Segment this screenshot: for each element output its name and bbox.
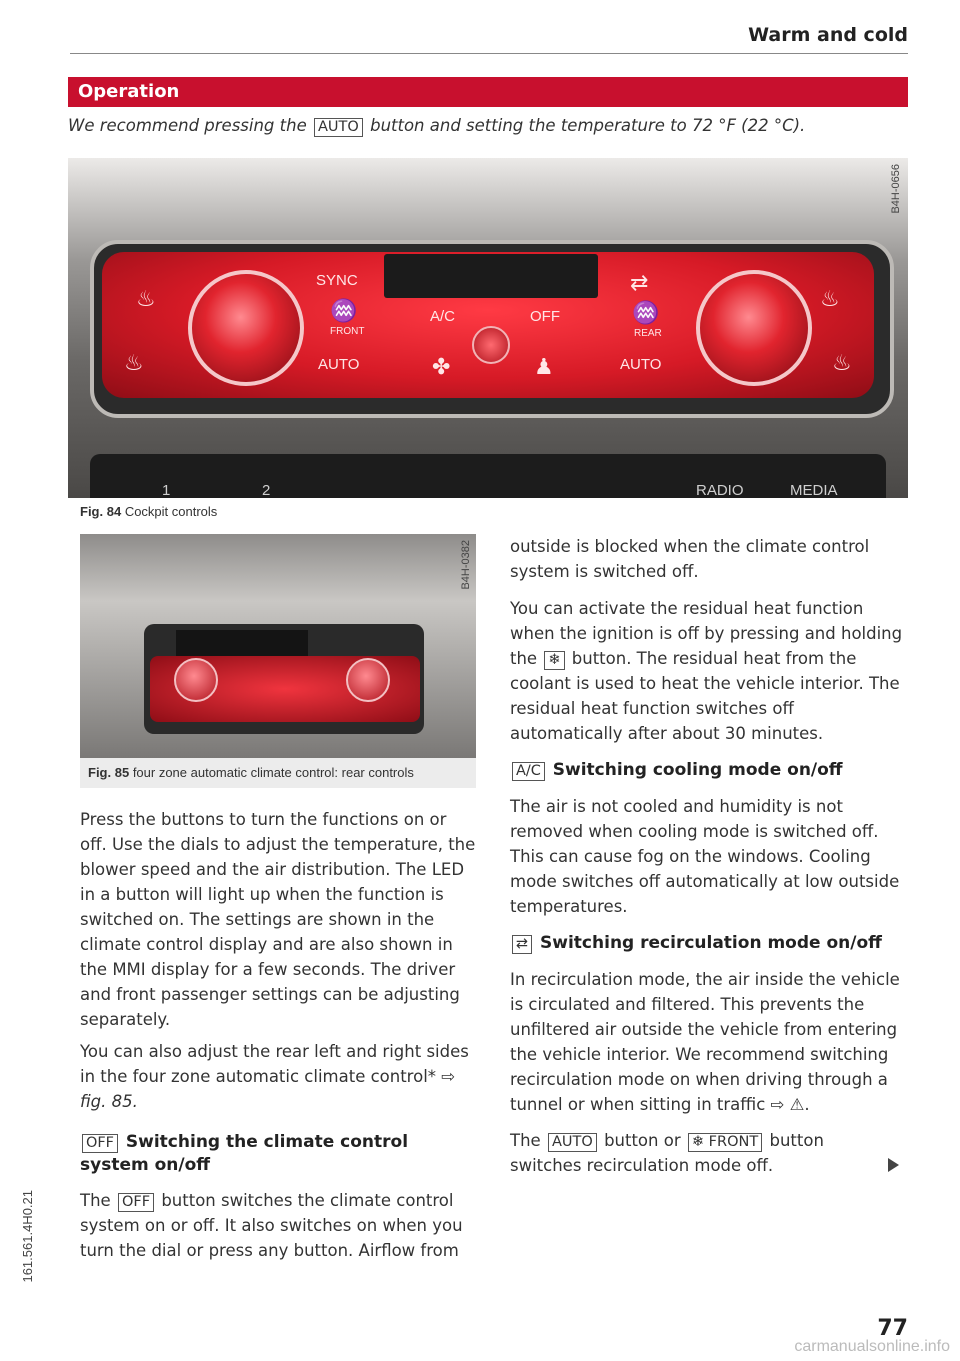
rear-dial-left <box>174 658 218 702</box>
residual-heat-key: ❄ <box>544 651 564 670</box>
recirc-heading-text: Switching recirculation mode on/off <box>540 933 882 953</box>
section-title: Operation <box>68 77 908 107</box>
rear-label: REAR <box>634 328 662 339</box>
seat-heat-icon-right-2: ♨ <box>832 350 852 375</box>
ac-heading-key: A/C <box>512 762 545 781</box>
rear-dial-right <box>346 658 390 702</box>
defrost-icon: ♒ <box>330 298 358 323</box>
right-paragraph-2-before: You can activate the residual heat function when the ignition is off by pressing and holding the <box>510 599 903 668</box>
ac-heading-text: Switching cooling mode on/off <box>552 760 843 780</box>
seat-heat-icon-left-2: ♨ <box>124 350 144 375</box>
intro-before: We recommend pressing the <box>68 116 307 135</box>
left-paragraph-1: Press the buttons to turn the functions on or off. Use the dials to adjust the temperature, the blower speed and the air distribution. The LED in a button will light up when the function is switched on. The settings are shown in the climate control display and are also shown in the MMI display for a few seconds. The driver and front passenger settings can be adjusting separately. <box>80 810 476 1029</box>
header-rule <box>70 53 908 54</box>
front-key-inline: ❄ FRONT <box>688 1133 762 1152</box>
figure-rear-controls <box>80 534 476 758</box>
fig84-caption-label: Fig. 84 <box>80 504 122 519</box>
right-paragraph-1: outside is blocked when the climate control system is switched off. <box>510 537 870 581</box>
ac-label: A/C <box>430 308 456 325</box>
fig84-caption-text: Cockpit controls <box>124 504 218 519</box>
right-dial <box>696 270 812 386</box>
header-title: Warm and cold <box>748 24 908 46</box>
right-paragraph-5-after: button switches recirculation mode off. <box>510 1131 824 1175</box>
fig85-reference: ⇨ fig. 85. <box>80 1067 456 1111</box>
airflow-icon: ♟ <box>534 354 554 379</box>
fig84-caption <box>80 504 217 519</box>
auto-key: AUTO <box>314 118 363 137</box>
right-paragraph-5-before: The <box>510 1131 541 1150</box>
off-key-inline: OFF <box>118 1193 154 1212</box>
intro-after: button and setting the temperature to 72 °F (22 °C). <box>370 116 806 135</box>
ac-heading <box>510 759 908 782</box>
page-number: 77 <box>877 1316 908 1341</box>
sync-label: SYNC <box>316 272 358 289</box>
right-paragraph-2 <box>510 596 908 746</box>
off-heading-text: Switching the climate control system on/off <box>80 1132 409 1175</box>
front-label: FRONT <box>330 326 365 337</box>
off-label: OFF <box>530 308 560 325</box>
panel-display <box>384 254 598 298</box>
figure-cockpit-controls <box>68 158 908 498</box>
watermark: carmanualsonline.info <box>794 1338 950 1355</box>
seat-heat-icon-left: ♨ <box>136 286 156 311</box>
right-paragraph-2-after: button. The residual heat from the coolant is used to heat the vehicle interior. The residual heat function switches off automatically after about 30 minutes. <box>510 649 900 743</box>
left-paragraph-2 <box>80 1039 476 1114</box>
auto-right-label: AUTO <box>620 356 662 373</box>
seat-heat-icon-right: ♨ <box>820 286 840 311</box>
fig85-caption-text: four zone automatic climate control: rear controls <box>132 765 414 780</box>
fan-icon: ✤ <box>432 354 451 379</box>
off-heading-key: OFF <box>82 1134 118 1153</box>
continue-arrow-icon <box>888 1158 899 1172</box>
auto-left-label: AUTO <box>318 356 360 373</box>
preset-2-label: 2 <box>262 482 271 498</box>
left-dial <box>188 270 304 386</box>
center-knob <box>472 326 510 364</box>
fig84-code: B4H-0656 <box>890 164 902 214</box>
fig85-code: B4H-0382 <box>460 540 472 590</box>
left-paragraph-2-text: You can also adjust the rear left and right sides in the four zone automatic climate control* <box>80 1042 469 1086</box>
right-paragraph-5 <box>510 1128 880 1178</box>
bottom-button-strip <box>90 454 886 498</box>
preset-1-label: 1 <box>162 482 171 498</box>
intro-text <box>68 116 908 137</box>
recirc-heading <box>510 932 908 955</box>
fig85-caption <box>88 765 414 780</box>
left-paragraph-3-before: The <box>80 1191 111 1210</box>
side-code: 161.561.4H0.21 <box>20 1190 35 1283</box>
right-paragraph-3: The air is not cooled and humidity is not removed when cooling mode is switched off. This can cause fog on the windows. Cooling mode switches off automatically at low outside temperatures. <box>510 797 900 916</box>
right-paragraph-4: In recirculation mode, the air inside the vehicle is circulated and filtered. This prevents the unfiltered air outside the vehicle from entering the vehicle interior. We recommend switching recirculation mode on when driving through a tunnel or when sitting in traffic ⇨ ⚠. <box>510 970 900 1114</box>
radio-label: RADIO <box>696 482 744 498</box>
rear-defrost-icon: ♒ <box>632 300 660 325</box>
recirc-heading-key: ⇄ <box>512 935 532 954</box>
fig85-caption-label: Fig. 85 <box>88 765 130 780</box>
off-heading <box>80 1131 476 1177</box>
left-paragraph-3-after: button switches the climate control system on or off. It also switches on when you turn the dial or press any button. Airflow from <box>80 1191 463 1260</box>
recirc-icon: ⇄ <box>630 270 649 295</box>
media-label: MEDIA <box>790 482 838 498</box>
right-paragraph-5-mid: button or <box>604 1131 681 1150</box>
rear-display <box>176 630 308 658</box>
auto-key-inline: AUTO <box>548 1133 597 1152</box>
left-paragraph-3 <box>80 1188 476 1263</box>
